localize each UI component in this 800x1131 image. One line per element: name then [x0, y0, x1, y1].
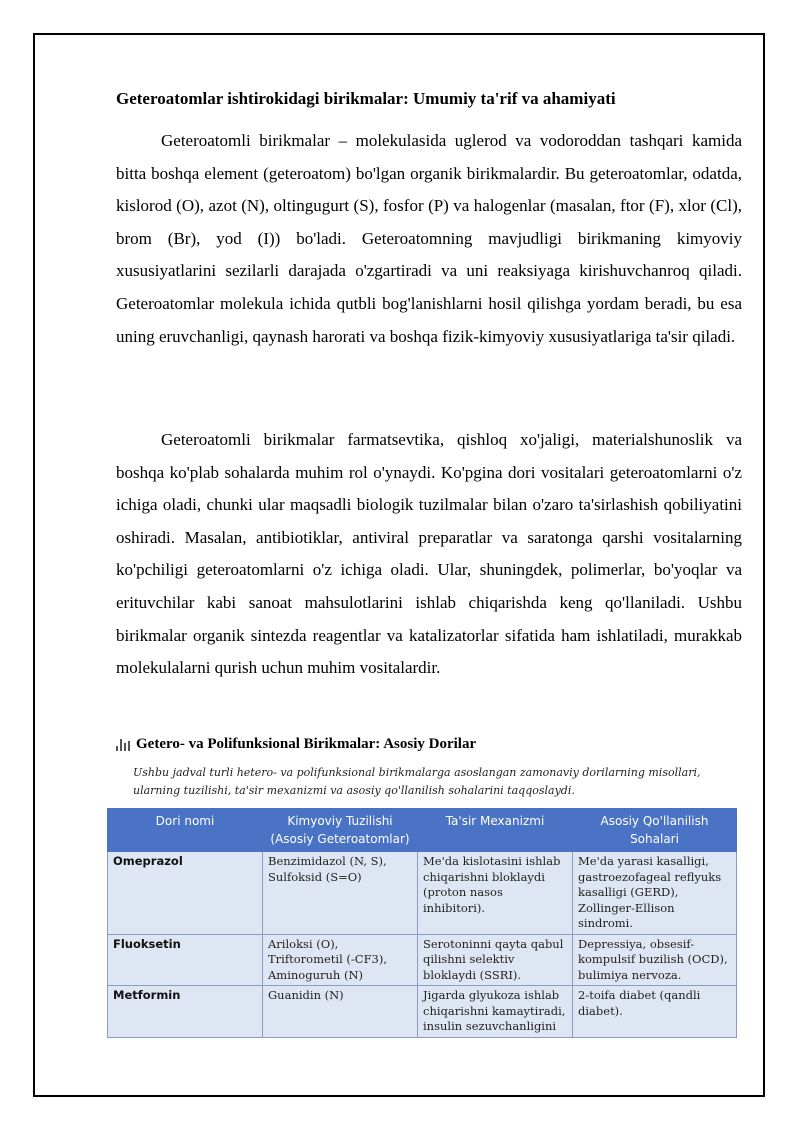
- column-header: Ta'sir Mexanizmi: [418, 809, 573, 852]
- drug-structure: Benzimidazol (N, S), Sulfoksid (S=O): [263, 852, 418, 935]
- drug-name: Fluoksetin: [108, 934, 263, 986]
- table-row: [108, 852, 737, 935]
- drug-usage: Me'da yarasi kasalligi, gastroezofageal reflyuks kasalligi (GERD), Zollinger-Ellison sindromi.: [573, 852, 737, 935]
- paragraph-importance: Geteroatomli birikmalar farmatsevtika, qishloq xo'jaligi, materialshunoslik va boshqa ko'plab sohalarda muhim rol o'ynaydi. Ko'pgina dori vositalari geteroatomlarni o'z ichiga oladi, chunki ular maqsadli biologik tuzilmalar bilan o'zaro ta'sirlashish qobiliyatini oshiradi. Masalan, antibiotiklar, antiviral preparatlar va saratonga qarshi vositalarning ko'pchiligi geteroatomlarni o'z ichiga oladi. Ular, shuningdek, polimerlar, bo'yoqlar va erituvchilar kabi sanoat mahsulotlarini ishlab chiqarishda keng qo'llaniladi. Ushbu birikmalar organik sintezda reagentlar va katalizatorlar sifatida ham ishlatiladi, murakkab molekulalarni qurish uchun muhim vositalardir.: [116, 430, 742, 678]
- drug-structure: Ariloksi (O), Triftorometil (-CF3), Aminoguruh (N): [263, 934, 418, 986]
- drug-structure: Guanidin (N): [263, 986, 418, 1038]
- section-heading: Geteroatomlar ishtirokidagi birikmalar: Umumiy ta'rif va ahamiyati: [116, 89, 616, 108]
- drug-mechanism: Me'da kislotasini ishlab chiqarishni bloklaydi (proton nasos inhibitori).: [418, 852, 573, 935]
- table-header-row: [108, 809, 737, 852]
- bar-chart-icon: [116, 739, 130, 751]
- column-header: Kimyoviy Tuzilishi (Asosiy Geteroatomlar): [263, 809, 418, 852]
- table-title: [116, 736, 742, 753]
- paragraph-definition: Geteroatomli birikmalar – molekulasida uglerod va vodoroddan tashqari kamida bitta boshqa element (geteroatom) bo'lgan organik birikmalardir. Bu geteroatomlar, odatda, kislorod (O), azot (N), oltingugurt (S), fosfor (P) va halogenlar (masalan, ftor (F), xlor (Cl), brom (Br), yod (I)) bo'ladi. Geteroatomning mavjudligi birikmaning kimyoviy xususiyatlarini sezilarli darajada o'zgartiradi va uni reaksiyaga kirishuvchanroq qiladi. Geteroatomlar molekula ichida qutbli bog'lanishlarni hosil qilishga yordam beradi, bu esa uning eruvchanligi, qaynash harorati va boshqa fizik-kimyoviy xususiyatlariga ta'sir qiladi.: [116, 131, 742, 346]
- drug-usage: 2-toifa diabet (qandli diabet).: [573, 986, 737, 1038]
- drugs-table: [107, 808, 737, 1038]
- drug-usage: Depressiya, obsesif-kompulsif buzilish (OCD), bulimiya nervoza.: [573, 934, 737, 986]
- drug-mechanism: Serotoninni qayta qabul qilishni selektiv bloklaydi (SSRI).: [418, 934, 573, 986]
- drug-mechanism: Jigarda glyukoza ishlab chiqarishni kamaytiradi, insulin sezuvchanligini: [418, 986, 573, 1038]
- drug-name: Omeprazol: [108, 852, 263, 935]
- table-caption: Ushbu jadval turli hetero- va polifunksional birikmalarga asoslangan zamonaviy dorilarning misollari, ularning tuzilishi, ta'sir mexanizmi va asosiy qo'llanilish sohalarini taqqoslaydi.: [133, 766, 701, 797]
- table-title-text: Getero- va Polifunksional Birikmalar: Asosiy Dorilar: [136, 736, 477, 752]
- column-header: Dori nomi: [108, 809, 263, 852]
- drug-name: Metformin: [108, 986, 263, 1038]
- table-row: [108, 986, 737, 1038]
- table-row: [108, 934, 737, 986]
- column-header: Asosiy Qo'llanilish Sohalari: [573, 809, 737, 852]
